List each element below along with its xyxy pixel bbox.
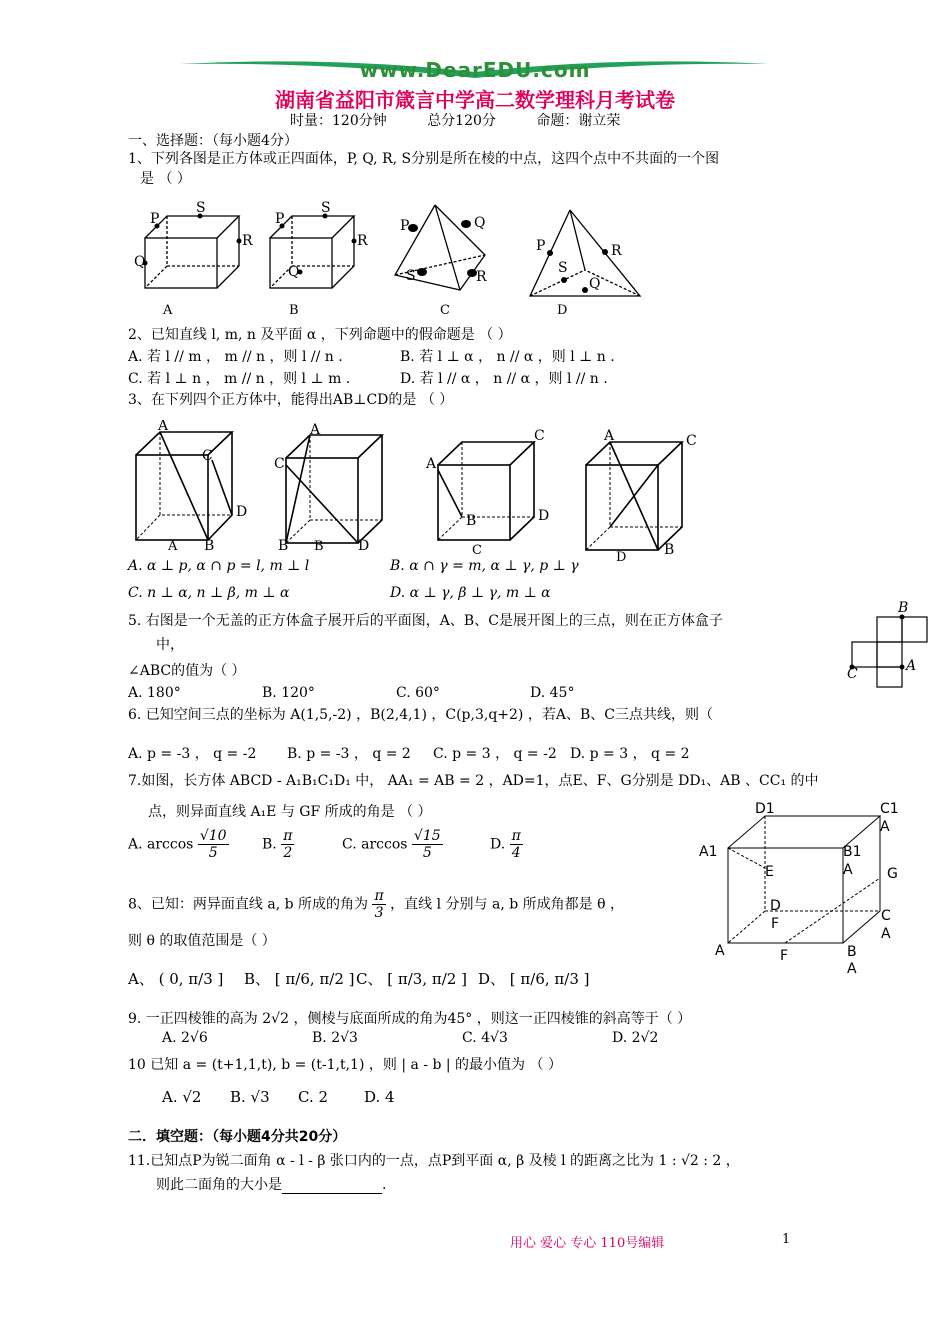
- q3-label-d: D: [616, 550, 627, 565]
- q1-d-point-s: S: [558, 260, 568, 276]
- q2-text: 2、已知直线 l, m, n 及平面 α ，下列命题中的假命题是 （ ）: [128, 327, 512, 343]
- q5-option-b: B. 120°: [262, 685, 315, 701]
- q7-point-d1: D1: [755, 801, 775, 817]
- q5-point-c: C: [847, 666, 858, 682]
- q7-option-c: [342, 828, 443, 861]
- page-title: 湖南省益阳市箴言中学高二数学理科月考试卷: [275, 88, 675, 112]
- q7-point-b: B: [847, 944, 857, 960]
- q7-point-a1: A1: [699, 844, 718, 860]
- q5-net-figure: [840, 600, 935, 695]
- section1-title: 一、选择题：（每小题4分）: [128, 133, 298, 149]
- q7-point-c1: C1: [880, 801, 899, 817]
- q3-c-point-c: C: [534, 428, 545, 444]
- q6-option-d: D. p = 3 ， q = 2: [570, 746, 690, 762]
- q1-a-point-q: Q: [134, 254, 146, 270]
- q9-option-c: C. 4√3: [462, 1030, 508, 1046]
- page-number: 1: [782, 1232, 791, 1247]
- q1-figures: [130, 200, 650, 310]
- q5-text: 5. 右图是一个无盖的正方体盒子展开后的平面图，A、B、C是展开图上的三点，则在正方体盒子: [128, 613, 723, 629]
- q7-d-prefix: D.: [490, 836, 506, 853]
- q8-angle-den: 3: [374, 905, 384, 921]
- section2-title: 二．填空题：（每小题4分共20分）: [128, 1129, 347, 1145]
- q7-a-num: √10: [199, 828, 227, 844]
- q11-answer-blank[interactable]: [282, 1179, 382, 1194]
- q10-option-c: C. 2: [298, 1088, 329, 1106]
- q3-b-point-b: B: [278, 538, 289, 554]
- q10-option-d: D. 4: [364, 1088, 395, 1106]
- q10-option-a: A. √2: [162, 1088, 202, 1106]
- q7-point-c1-a: A: [880, 819, 890, 835]
- q3-label-c: C: [472, 543, 482, 558]
- q9-option-d: D. 2√2: [612, 1030, 659, 1046]
- q11-text3: .: [382, 1177, 387, 1193]
- q1-d-point-r: R: [611, 243, 622, 259]
- q3-label-a: A: [168, 539, 178, 554]
- q1-text2: 是 （ ）: [140, 171, 191, 187]
- q1-b-point-s: S: [321, 200, 331, 216]
- q7-text2: 点，则异面直线 A₁E 与 GF 所成的角是 （ ）: [148, 804, 432, 820]
- q5-text3: ∠ABC的值为（ ）: [128, 663, 246, 679]
- q1-c-point-s: S: [406, 268, 416, 284]
- exam-author: 命题：谢立荣: [536, 113, 621, 129]
- q1-b-point-q: Q: [288, 264, 300, 280]
- q7-point-f-inner: F: [771, 916, 780, 932]
- q3-b-point-c: C: [274, 456, 285, 472]
- q2-option-d: D. 若 l // α ， n // α ，则 l // n .: [400, 371, 608, 387]
- q3-a-point-c: C: [202, 448, 213, 464]
- q3-c-point-d: D: [538, 508, 550, 524]
- q7-option-a: [128, 828, 229, 861]
- q8-text-post: ，直线 l 分别与 a, b 所成角都是 θ ，: [390, 896, 624, 913]
- q8-text: [128, 888, 624, 921]
- q1-label-b: B: [289, 303, 299, 318]
- q9-option-a: A. 2√6: [162, 1030, 208, 1046]
- q7-d-den: 4: [511, 845, 521, 861]
- q4-option-b: B. α ∩ γ = m, α ⊥ γ, p ⊥ γ: [390, 558, 579, 574]
- q6-option-a: A. p = -3 ， q = -2: [128, 746, 257, 762]
- q7-a-prefix: A. arccos: [128, 836, 194, 853]
- q2-option-c: C. 若 l ⊥ n ， m // n ，则 l ⊥ m .: [128, 371, 351, 387]
- q9-option-b: B. 2√3: [312, 1030, 358, 1046]
- q1-label-a: A: [163, 303, 173, 318]
- q7-point-e: E: [765, 864, 774, 880]
- exam-meta: [290, 110, 656, 130]
- q7-c-num: √15: [413, 828, 441, 844]
- q7-point-f: F: [780, 948, 789, 964]
- q5-option-c: C. 60°: [396, 685, 440, 701]
- q7-b-num: π: [283, 828, 293, 844]
- q8-option-d: D、 [ π/6, π/3 ]: [478, 970, 590, 988]
- q1-text: 1、下列各图是正方体或正四面体，P, Q, R, S分别是所在棱的中点，这四个点中不共面的一个图: [128, 151, 720, 167]
- q3-a-point-d: D: [236, 504, 248, 520]
- q7-option-b: [262, 828, 294, 861]
- q3-c-point-b: B: [466, 513, 477, 529]
- q8-option-b: B、 [ π/6, π/2 ]: [244, 970, 355, 988]
- q7-d-num: π: [511, 828, 521, 844]
- q7-point-d: D: [770, 898, 781, 914]
- q7-point-c-a: A: [881, 926, 891, 942]
- q3-d-point-c: C: [686, 433, 697, 449]
- q7-point-g: G: [887, 866, 898, 882]
- q1-figure-d: [530, 210, 640, 296]
- q1-c-point-p: P: [400, 218, 410, 234]
- q7-c-den: 5: [422, 845, 432, 861]
- q5-option-d: D. 45°: [530, 685, 575, 701]
- q10-option-b: B. √3: [230, 1088, 270, 1106]
- q7-a-den: 5: [208, 845, 218, 861]
- q8-text-pre: 8、已知：两异面直线 a, b 所成的角为: [128, 896, 369, 913]
- q3-a-point-b: B: [204, 538, 215, 554]
- q1-a-point-s: S: [196, 200, 206, 216]
- q2-option-b: B. 若 l ⊥ α ， n // α ，则 l ⊥ n .: [400, 349, 615, 365]
- q3-a-point-a: A: [158, 420, 169, 434]
- exam-score: 总分120分: [427, 113, 496, 129]
- q7-b-prefix: B.: [262, 836, 277, 853]
- q7-point-b-a: A: [847, 961, 857, 977]
- q8-angle-num: π: [374, 888, 384, 904]
- q5-text2: 中，: [156, 637, 184, 653]
- q1-a-point-r: R: [242, 233, 253, 249]
- q4-option-c: C. n ⊥ α, n ⊥ β, m ⊥ α: [128, 585, 290, 601]
- q7-b-den: 2: [283, 845, 293, 861]
- q6-option-b: B. p = -3 ， q = 2: [287, 746, 411, 762]
- q1-b-point-p: P: [275, 211, 285, 227]
- q3-d-point-b: B: [664, 542, 675, 555]
- q7-box-figure: [695, 798, 915, 978]
- q3-text: 3、在下列四个正方体中，能得出AB⊥CD的是 （ ）: [128, 392, 454, 408]
- q8-text2: 则 θ 的取值范围是（ ）: [128, 933, 276, 949]
- q7-point-b1: B1: [843, 844, 862, 860]
- q1-c-point-r: R: [476, 269, 487, 285]
- q6-option-c: C. p = 3 ， q = -2: [433, 746, 557, 762]
- q7-option-d: [490, 828, 523, 861]
- q7-c-prefix: C. arccos: [342, 836, 408, 853]
- q1-label-d: D: [557, 303, 568, 318]
- q7-point-b1-a: A: [843, 862, 853, 878]
- q4-option-a: A. α ⊥ p, α ∩ p = l, m ⊥ l: [128, 558, 310, 574]
- q3-c-point-a: A: [426, 456, 437, 472]
- q5-option-a: A. 180°: [128, 685, 181, 701]
- footer-text: 用心 爱心 专心 110号编辑: [510, 1236, 665, 1251]
- q5-point-b: B: [898, 600, 909, 616]
- q8-option-a: A、 ( 0, π/3 ]: [128, 970, 224, 988]
- q8-option-c: C、 [ π/3, π/2 ]: [356, 970, 467, 988]
- q7-text: 7.如图，长方体 ABCD - A₁B₁C₁D₁ 中， AA₁ = AB = 2 ，AD=1，点E、F、G分别是 DD₁、AB 、CC₁ 的中: [128, 773, 819, 789]
- q11-text2: 则此二面角的大小是: [156, 1177, 282, 1193]
- q1-d-point-q: Q: [589, 276, 601, 292]
- q3-b-point-a: A: [310, 422, 321, 438]
- q4-option-d: D. α ⊥ γ, β ⊥ γ, m ⊥ α: [390, 585, 551, 601]
- q3-label-b: B: [314, 539, 324, 554]
- q10-text: 10 已知 a = (t+1,1,t), b = (t-1,t,1) ，则 | a - b | 的最小值为 （ ）: [128, 1057, 562, 1073]
- q7-point-a: A: [715, 943, 725, 959]
- q1-d-point-p: P: [536, 238, 546, 254]
- q1-b-point-r: R: [357, 233, 368, 249]
- q5-point-a: A: [906, 658, 917, 674]
- q11-text: 11.已知点P为锐二面角 α - l - β 张口内的一点，点P到平面 α, β 及棱 l 的距离之比为 1 : √2 : 2 ，: [128, 1153, 740, 1169]
- exam-time: 时量：120分钟: [290, 113, 387, 129]
- q2-option-a: A. 若 l // m ， m // n ，则 l // n .: [128, 349, 343, 365]
- q11-text2-line: [156, 1174, 386, 1194]
- q3-b-point-d: D: [358, 538, 370, 554]
- q3-figures: [130, 420, 710, 555]
- q3-d-point-a: A: [604, 428, 615, 444]
- q7-point-c: C: [881, 908, 891, 924]
- q9-text: 9. 一正四棱锥的高为 2√2 ，侧棱与底面所成的角为45° ，则这一正四棱锥的斜高等于（ ）: [128, 1011, 692, 1027]
- q1-label-c: C: [440, 303, 450, 318]
- q6-text: 6. 已知空间三点的坐标为 A(1,5,-2) ，B(2,4,1) ，C(p,3,q+2) ，若A、B、C三点共线，则（: [128, 707, 713, 723]
- site-url: www.DearEDU.com: [359, 58, 591, 82]
- q1-a-point-p: P: [150, 211, 160, 227]
- q1-c-point-q: Q: [474, 215, 486, 231]
